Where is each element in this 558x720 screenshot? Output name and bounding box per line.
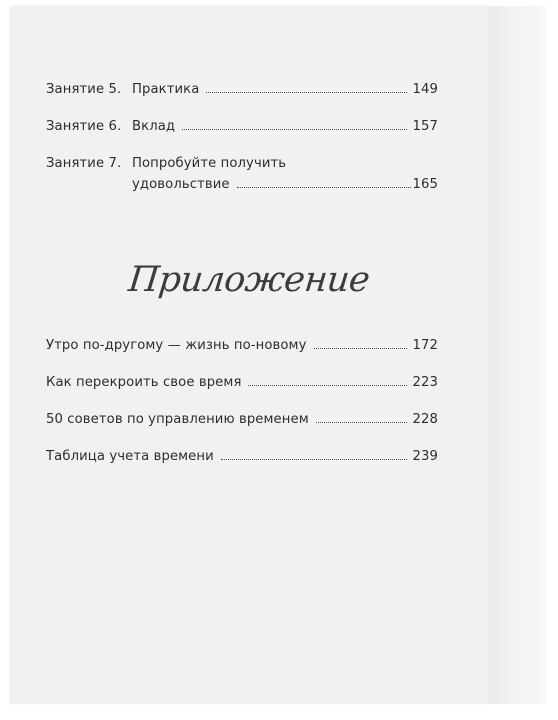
- toc-lessons: [46, 82, 438, 208]
- appendix-heading: Приложение: [126, 260, 372, 300]
- toc-entry: [46, 338, 438, 375]
- dot-leader: [237, 186, 411, 188]
- dot-leader: [182, 128, 406, 130]
- toc-entry: [46, 156, 438, 208]
- appendix-item-title: 50 советов по управлению временем: [46, 412, 309, 427]
- page-number: 149: [412, 82, 438, 97]
- toc-entry: [46, 375, 438, 412]
- lesson-number: Занятие 5.: [46, 82, 122, 97]
- lesson-title-line-1: Попробуйте получить: [132, 156, 287, 171]
- dot-leader: [206, 91, 406, 93]
- dot-leader: [316, 421, 407, 423]
- adjacent-page-edge: [488, 6, 546, 704]
- dot-leader: [248, 384, 406, 386]
- appendix-item-title: Таблица учета времени: [46, 449, 214, 464]
- toc-entry: [46, 449, 438, 486]
- toc-entry: [46, 82, 438, 119]
- appendix-item-title: Как перекроить свое время: [46, 375, 242, 390]
- toc-entry: [46, 119, 438, 156]
- lesson-title-line-2: удовольствие: [132, 177, 230, 192]
- lesson-number: Занятие 7.: [46, 156, 122, 171]
- book-page: [10, 6, 488, 704]
- dot-leader: [221, 458, 407, 460]
- toc-appendix: [46, 338, 438, 486]
- page-number: 172: [412, 338, 438, 353]
- page-number: 165: [412, 177, 438, 192]
- lesson-number: Занятие 6.: [46, 119, 122, 134]
- page-number: 239: [412, 449, 438, 464]
- appendix-item-title: Утро по-другому — жизнь по-новому: [46, 338, 307, 353]
- page-number: 228: [412, 412, 438, 427]
- dot-leader: [314, 347, 407, 349]
- lesson-title: Вклад: [132, 119, 176, 134]
- page-number: 223: [412, 375, 438, 390]
- lesson-title: Практика: [132, 82, 200, 97]
- page-number: 157: [412, 119, 438, 134]
- toc-entry: [46, 412, 438, 449]
